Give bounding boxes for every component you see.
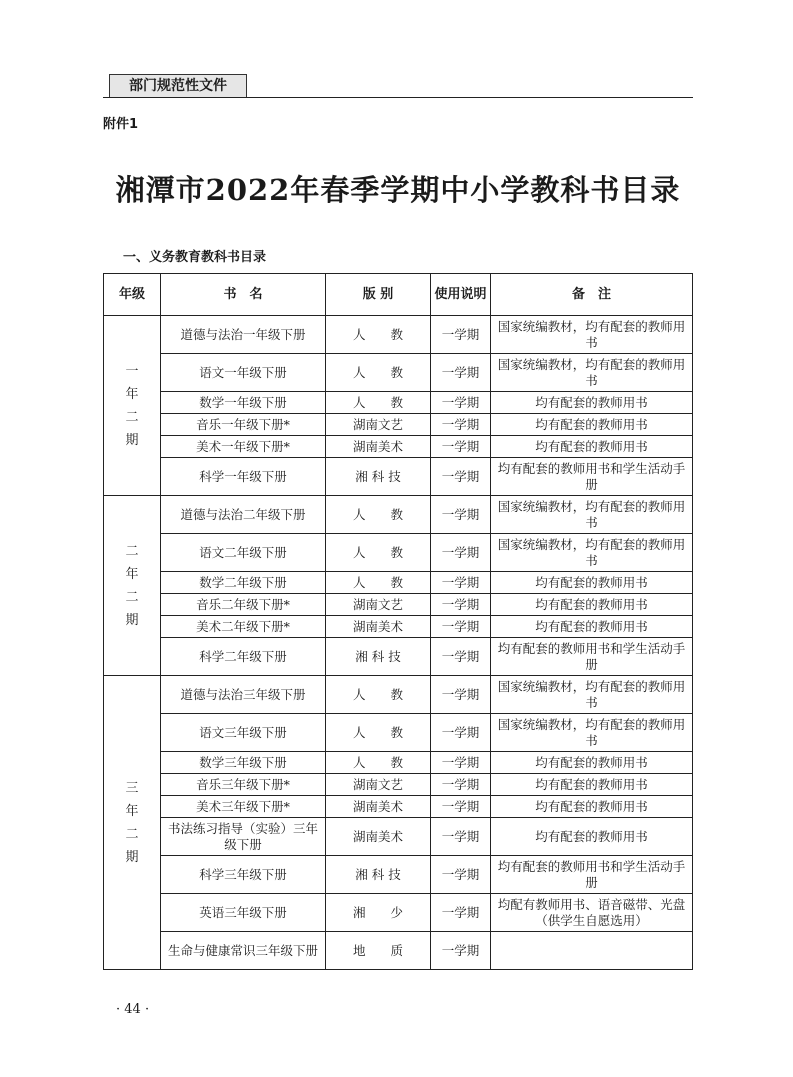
table-row xyxy=(104,774,693,796)
book-title-cell: 英语三年级下册 xyxy=(161,894,326,932)
publisher-cell: 人 教 xyxy=(326,572,431,594)
book-title-cell: 美术三年级下册* xyxy=(161,796,326,818)
book-title-cell: 科学三年级下册 xyxy=(161,856,326,894)
book-title-cell: 书法练习指导（实验）三年级下册 xyxy=(161,818,326,856)
table-row xyxy=(104,676,693,714)
usage-cell: 一学期 xyxy=(431,572,491,594)
publisher-cell: 人 教 xyxy=(326,316,431,354)
usage-cell: 一学期 xyxy=(431,496,491,534)
note-cell: 均有配套的教师用书 xyxy=(491,414,693,436)
note-cell: 国家统编教材，均有配套的教师用书 xyxy=(491,316,693,354)
grade-label: 二年二期 xyxy=(125,543,139,628)
publisher-cell: 人 教 xyxy=(326,534,431,572)
publisher-cell: 湖南文艺 xyxy=(326,414,431,436)
usage-cell: 一学期 xyxy=(431,392,491,414)
usage-cell: 一学期 xyxy=(431,676,491,714)
publisher-cell: 湖南美术 xyxy=(326,616,431,638)
usage-cell: 一学期 xyxy=(431,316,491,354)
note-cell: 国家统编教材，均有配套的教师用书 xyxy=(491,496,693,534)
header-grade: 年级 xyxy=(104,274,161,316)
note-cell: 均有配套的教师用书和学生活动手册 xyxy=(491,638,693,676)
table-row xyxy=(104,638,693,676)
table-row xyxy=(104,796,693,818)
publisher-cell: 人 教 xyxy=(326,714,431,752)
section-heading: 一、义务教育教科书目录 xyxy=(123,250,267,265)
grade-cell xyxy=(104,496,161,676)
book-title-cell: 道德与法治三年级下册 xyxy=(161,676,326,714)
publisher-cell: 湖南美术 xyxy=(326,818,431,856)
table-row xyxy=(104,818,693,856)
usage-cell: 一学期 xyxy=(431,616,491,638)
note-cell xyxy=(491,932,693,970)
note-cell: 均有配套的教师用书和学生活动手册 xyxy=(491,856,693,894)
book-title-cell: 音乐三年级下册* xyxy=(161,774,326,796)
usage-cell: 一学期 xyxy=(431,774,491,796)
book-title-cell: 生命与健康常识三年级下册 xyxy=(161,932,326,970)
note-cell: 国家统编教材，均有配套的教师用书 xyxy=(491,714,693,752)
book-title-cell: 道德与法治一年级下册 xyxy=(161,316,326,354)
table-row xyxy=(104,316,693,354)
publisher-cell: 湘 科 技 xyxy=(326,458,431,496)
publisher-cell: 湖南文艺 xyxy=(326,594,431,616)
table-row xyxy=(104,594,693,616)
book-title-cell: 音乐二年级下册* xyxy=(161,594,326,616)
book-title-cell: 美术二年级下册* xyxy=(161,616,326,638)
table-row xyxy=(104,894,693,932)
publisher-cell: 湖南美术 xyxy=(326,796,431,818)
table-row xyxy=(104,436,693,458)
usage-cell: 一学期 xyxy=(431,458,491,496)
usage-cell: 一学期 xyxy=(431,638,491,676)
book-title-cell: 数学二年级下册 xyxy=(161,572,326,594)
note-cell: 国家统编教材，均有配套的教师用书 xyxy=(491,354,693,392)
grade-cell xyxy=(104,316,161,496)
book-title-cell: 美术一年级下册* xyxy=(161,436,326,458)
usage-cell: 一学期 xyxy=(431,354,491,392)
table-row xyxy=(104,458,693,496)
table-header-row xyxy=(104,274,693,316)
grade-label: 一年二期 xyxy=(125,363,139,448)
book-title-cell: 数学一年级下册 xyxy=(161,392,326,414)
usage-cell: 一学期 xyxy=(431,752,491,774)
table-row xyxy=(104,572,693,594)
usage-cell: 一学期 xyxy=(431,594,491,616)
publisher-cell: 湘 少 xyxy=(326,894,431,932)
note-cell: 国家统编教材，均有配套的教师用书 xyxy=(491,534,693,572)
table-row xyxy=(104,616,693,638)
header-rule xyxy=(103,97,693,98)
note-cell: 国家统编教材，均有配套的教师用书 xyxy=(491,676,693,714)
table-row xyxy=(104,856,693,894)
note-cell: 均有配套的教师用书和学生活动手册 xyxy=(491,458,693,496)
book-title-cell: 道德与法治二年级下册 xyxy=(161,496,326,534)
table-row xyxy=(104,392,693,414)
book-title-cell: 音乐一年级下册* xyxy=(161,414,326,436)
section-tag: 部门规范性文件 xyxy=(109,74,247,98)
table-row xyxy=(104,354,693,392)
publisher-cell: 人 教 xyxy=(326,752,431,774)
book-title-cell: 科学二年级下册 xyxy=(161,638,326,676)
usage-cell: 一学期 xyxy=(431,714,491,752)
book-title-cell: 数学三年级下册 xyxy=(161,752,326,774)
book-title-cell: 语文三年级下册 xyxy=(161,714,326,752)
note-cell: 均有配套的教师用书 xyxy=(491,616,693,638)
book-title-cell: 语文二年级下册 xyxy=(161,534,326,572)
usage-cell: 一学期 xyxy=(431,894,491,932)
publisher-cell: 湘 科 技 xyxy=(326,856,431,894)
publisher-cell: 地 质 xyxy=(326,932,431,970)
usage-cell: 一学期 xyxy=(431,796,491,818)
table-row xyxy=(104,714,693,752)
note-cell: 均有配套的教师用书 xyxy=(491,594,693,616)
page-number: · 44 · xyxy=(116,1002,150,1017)
header-notes: 备 注 xyxy=(491,274,693,316)
grade-label: 三年二期 xyxy=(125,780,139,865)
page-title: 湘潭市2022年春季学期中小学教科书目录 xyxy=(115,173,681,207)
publisher-cell: 人 教 xyxy=(326,676,431,714)
note-cell: 均有配套的教师用书 xyxy=(491,572,693,594)
note-cell: 均有配套的教师用书 xyxy=(491,818,693,856)
usage-cell: 一学期 xyxy=(431,932,491,970)
grade-cell xyxy=(104,676,161,970)
attachment-label: 附件1 xyxy=(103,117,139,132)
header-publisher: 版 别 xyxy=(326,274,431,316)
table-row xyxy=(104,932,693,970)
usage-cell: 一学期 xyxy=(431,856,491,894)
header-book-title: 书 名 xyxy=(161,274,326,316)
publisher-cell: 湖南文艺 xyxy=(326,774,431,796)
usage-cell: 一学期 xyxy=(431,534,491,572)
textbook-catalog-table xyxy=(103,273,693,970)
publisher-cell: 湖南美术 xyxy=(326,436,431,458)
publisher-cell: 人 教 xyxy=(326,392,431,414)
table-body xyxy=(104,316,693,970)
note-cell: 均配有教师用书、语音磁带、光盘（供学生自愿选用） xyxy=(491,894,693,932)
usage-cell: 一学期 xyxy=(431,414,491,436)
note-cell: 均有配套的教师用书 xyxy=(491,436,693,458)
publisher-cell: 湘 科 技 xyxy=(326,638,431,676)
table-row xyxy=(104,752,693,774)
note-cell: 均有配套的教师用书 xyxy=(491,796,693,818)
table-row xyxy=(104,414,693,436)
publisher-cell: 人 教 xyxy=(326,496,431,534)
note-cell: 均有配套的教师用书 xyxy=(491,392,693,414)
table-row xyxy=(104,534,693,572)
note-cell: 均有配套的教师用书 xyxy=(491,752,693,774)
note-cell: 均有配套的教师用书 xyxy=(491,774,693,796)
publisher-cell: 人 教 xyxy=(326,354,431,392)
book-title-cell: 语文一年级下册 xyxy=(161,354,326,392)
usage-cell: 一学期 xyxy=(431,436,491,458)
table-row xyxy=(104,496,693,534)
header-usage: 使用说明 xyxy=(431,274,491,316)
usage-cell: 一学期 xyxy=(431,818,491,856)
book-title-cell: 科学一年级下册 xyxy=(161,458,326,496)
